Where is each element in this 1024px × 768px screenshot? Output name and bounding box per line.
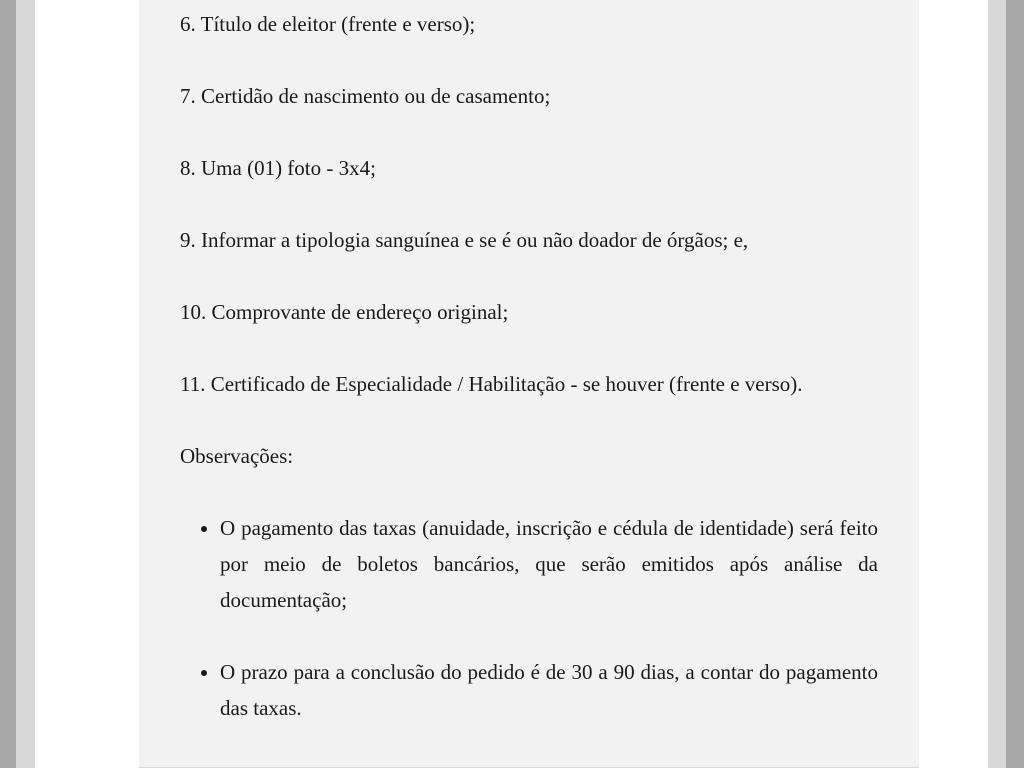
numbered-item-6: 6. Título de eleitor (frente e verso); xyxy=(180,12,476,36)
right-inner-stripe xyxy=(988,0,1006,768)
observations-list xyxy=(180,510,878,726)
document-content xyxy=(139,0,919,726)
observation-bullet-1: • O pagamento das taxas (anuidade, inscrição e cédula de identidade) será feito por meio de boletos bancários, que serão emitidos após análise da documentação; xyxy=(220,510,878,618)
numbered-item-10: 10. Comprovante de endereço original; xyxy=(180,300,509,324)
numbered-item-8: 8. Uma (01) foto - 3x4; xyxy=(180,156,376,180)
left-inner-stripe xyxy=(16,0,35,768)
observations-heading: Observações: xyxy=(180,444,294,468)
numbered-item-9: 9. Informar a tipologia sanguínea e se é ou não doador de órgãos; e, xyxy=(180,228,749,252)
document-page xyxy=(139,0,919,768)
right-outer-stripe xyxy=(1006,0,1024,768)
numbered-item-11: 11. Certificado de Especialidade / Habilitação - se houver (frente e verso). xyxy=(180,372,803,396)
observation-bullet-2: • O prazo para a conclusão do pedido é de 30 a 90 dias, a contar do pagamento das taxas. xyxy=(220,654,878,726)
numbered-item-7: 7. Certidão de nascimento ou de casamento; xyxy=(180,84,551,108)
left-outer-stripe xyxy=(0,0,16,768)
